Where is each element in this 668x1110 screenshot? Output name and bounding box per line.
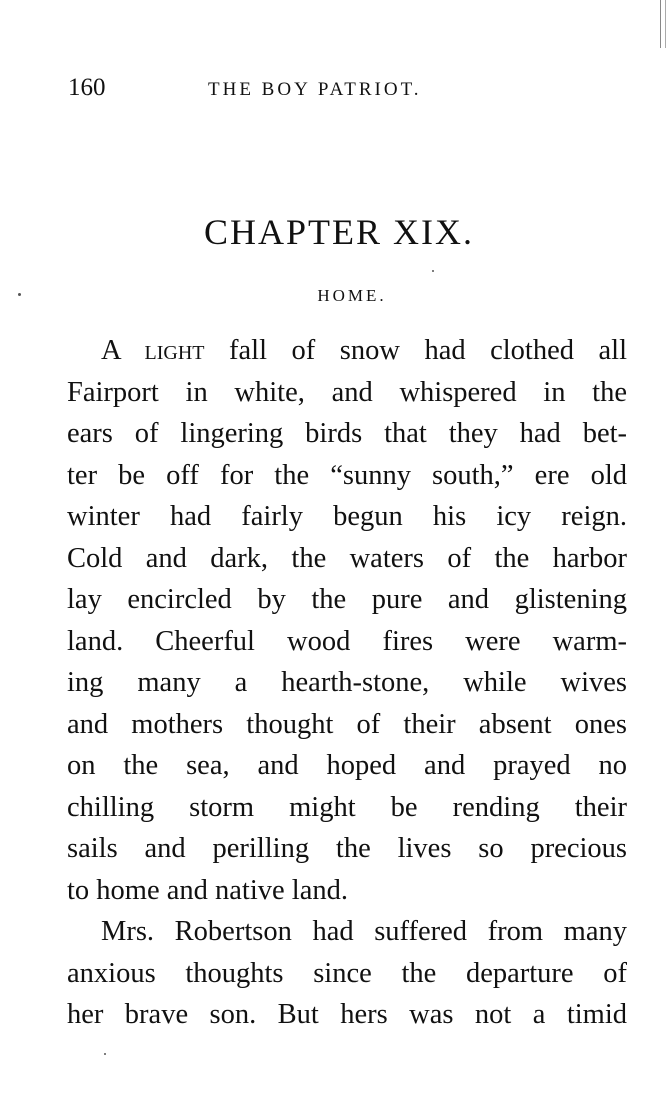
scan-speck [104, 1053, 106, 1055]
text-line: ter be off for the “sunny south,” ere old [67, 459, 627, 491]
text-line: land. Cheerful wood fires were warm- [67, 625, 627, 657]
text-line: Mrs. Robertson had suffered from many [101, 916, 627, 947]
page-number: 160 [68, 74, 106, 101]
text-line: winter had fairly begun his icy reign. [67, 501, 627, 532]
lead-in-small-caps: A light [101, 335, 205, 366]
running-head [68, 73, 628, 105]
text-line: ears of lingering birds that they had bet- [67, 418, 627, 449]
text-line: her brave son. But hers was not a timid [67, 999, 627, 1030]
page-edge-mark [660, 0, 666, 48]
text-line: Cold and dark, the waters of the harbor [67, 542, 627, 574]
text-line: ing many a hearth-stone, while wives [67, 667, 627, 698]
text-line [67, 330, 627, 372]
chapter-title: CHAPTER XIX. [203, 212, 474, 252]
text-line: lay encircled by the pure and glistening [67, 584, 627, 615]
text-line: on the sea, and hoped and prayed no [67, 750, 627, 781]
text-line: to home and native land. [67, 874, 348, 906]
text-line: anxious thoughts since the departure of [67, 957, 627, 989]
text-line: sails and perilling the lives so precious [67, 833, 627, 864]
text-line: chilling storm might be rending their [67, 791, 627, 823]
body-text [67, 330, 627, 1036]
scan-speck [18, 293, 21, 296]
line-text: fall of snow had clothed all [204, 335, 627, 366]
scan-speck [432, 270, 434, 272]
running-title: THE BOY PATRIOT. [208, 79, 422, 100]
chapter-subtitle: HOME. [317, 286, 387, 305]
text-line: and mothers thought of their absent ones [67, 708, 627, 740]
text-line: Fairport in white, and whispered in the [67, 376, 627, 408]
